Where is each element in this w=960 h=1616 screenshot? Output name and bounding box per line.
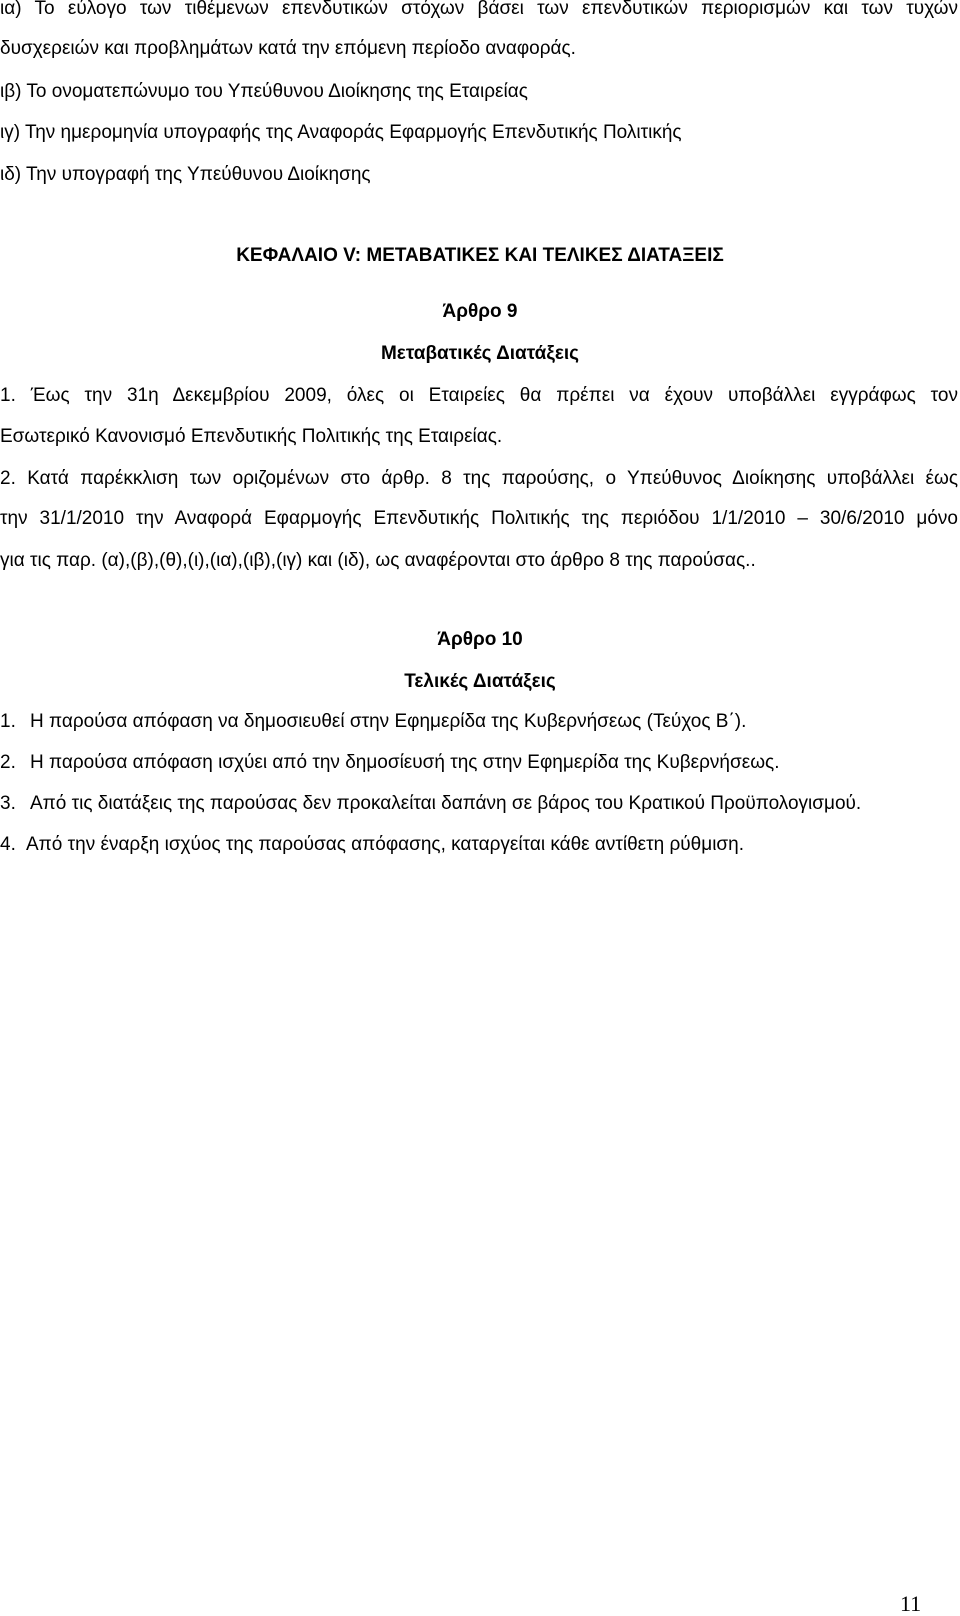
article10-item-2-text: Η παρούσα απόφαση ισχύει από την δημοσίευσή της στην Εφημερίδα της Κυβερνήσεως. <box>30 752 780 773</box>
item-ig: ιγ) Την ημερομηνία υπογραφής της Αναφοράς Εφαρμογής Επενδυτικής Πολιτικής <box>0 122 682 143</box>
article10-item-3-text: Από τις διατάξεις της παρούσας δεν προκαλείται δαπάνη σε βάρος του Κρατικού Προϋπολογισμού. <box>30 793 862 814</box>
article9-number: Άρθρο 9 <box>442 301 518 322</box>
article10-item-1 <box>0 710 746 734</box>
article9-p2-line3: για τις παρ. (α),(β),(θ),(ι),(ια),(ιβ),(ιγ) και (ιδ), ως αναφέρονται στο άρθρο 8 της παρούσας.. <box>0 550 756 571</box>
article10-item-4-number: 4. <box>0 834 16 855</box>
item-ib: ιβ) Το ονοματεπώνυμο του Υπεύθυνου Διοίκησης της Εταιρείας <box>0 81 528 102</box>
chapter-title: ΚΕΦΑΛΑΙΟ V: ΜΕΤΑΒΑΤΙΚΕΣ ΚΑΙ ΤΕΛΙΚΕΣ ΔΙΑΤΑΞΕΙΣ <box>236 245 724 266</box>
article10-item-2 <box>0 751 779 775</box>
item-id: ιδ) Την υπογραφή της Υπεύθυνου Διοίκησης <box>0 164 371 185</box>
page-number: 11 <box>900 1591 922 1616</box>
article9-p1-line1: 1. Έως την 31η Δεκεμβρίου 2009, όλες οι Εταιρείες θα πρέπει να έχουν υποβάλλει εγγράφως τον <box>0 385 958 406</box>
article9-p2-line1: 2. Κατά παρέκκλιση των οριζομένων στο άρθρ. 8 της παρούσης, ο Υπεύθυνος Διοίκησης υποβάλλει έως <box>0 468 958 489</box>
article10-item-4-text: Από την έναρξη ισχύος της παρούσας απόφασης, καταργείται κάθε αντίθετη ρύθμιση. <box>26 834 744 855</box>
article10-item-3 <box>0 792 861 816</box>
article10-number: Άρθρο 10 <box>437 629 523 650</box>
article10-item-1-text: Η παρούσα απόφαση να δημοσιευθεί στην Εφημερίδα της Κυβερνήσεως (Τεύχος Β΄). <box>30 711 747 732</box>
article10-item-4 <box>0 833 744 857</box>
article10-item-1-number: 1. <box>0 711 16 732</box>
article9-p2-line2: την 31/1/2010 την Αναφορά Εφαρμογής Επενδυτικής Πολιτικής της περιόδου 1/1/2010 – 30/6/2010 μόνο <box>0 508 958 529</box>
article10-item-3-number: 3. <box>0 793 16 814</box>
article9-title: Μεταβατικές Διατάξεις <box>380 343 579 364</box>
article9-p1-line2: Εσωτερικό Κανονισμό Επενδυτικής Πολιτικής της Εταιρείας. <box>0 426 503 447</box>
item-ia-line2: δυσχερειών και προβλημάτων κατά την επόμενη περίοδο αναφοράς. <box>0 38 576 59</box>
article10-item-2-number: 2. <box>0 752 16 773</box>
item-ia-line1: ια) Το εύλογο των τιθέμενων επενδυτικών στόχων βάσει των επενδυτικών περιορισμών και των τυχών <box>0 0 958 19</box>
article10-title: Τελικές Διατάξεις <box>404 671 556 692</box>
